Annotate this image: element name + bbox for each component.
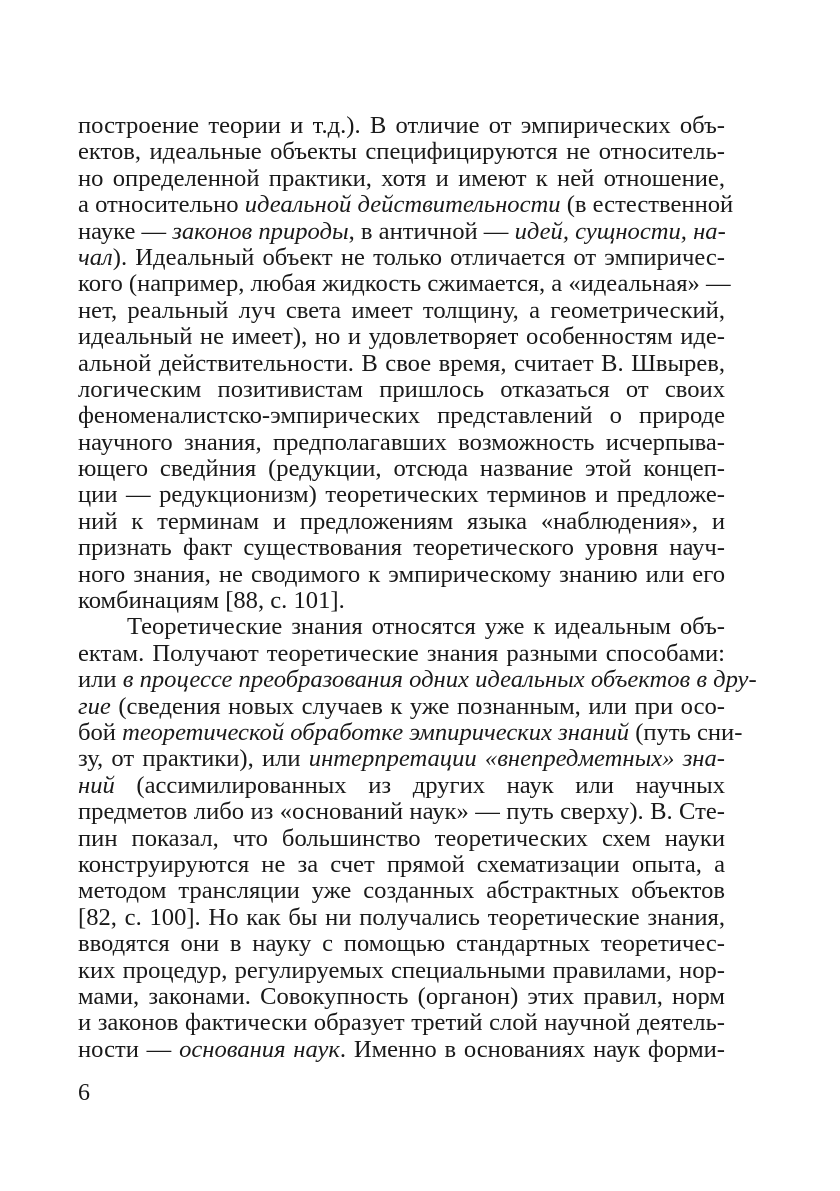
text-line: зу, от практики), или интерпретации «внепредметных» зна- [78, 745, 725, 773]
text-line: феноменалистско-эмпирических представлений о природе [78, 402, 725, 430]
text-line: построение теории и т.д.). В отличие от эмпирических объ- [78, 112, 725, 139]
italic-term: основания наук [179, 1035, 340, 1063]
text-line: науке — законов природы, в античной — идей, сущности, на- [78, 217, 726, 245]
text-line: ектов, идеальные объекты специфицируются не относитель- [78, 138, 725, 166]
text-line: ких процедур, регулируемых специальными правилами, нор- [78, 956, 725, 984]
text-line: [82, с. 100]. Но как бы ни получались теоретические знания, [78, 903, 725, 931]
text-line: предметов либо из «оснований наук» — путь сверху). В. Сте- [78, 798, 725, 826]
text-line: и законов фактически образует третий слой научной деятель- [78, 1009, 725, 1037]
text-line: ектам. Получают теоретические знания разными способами: [78, 639, 725, 667]
text-line: Теоретические знания относятся уже к идеальным объ- [127, 613, 725, 641]
text-line: конструируются не за счет прямой схематизации опыта, а [78, 850, 725, 878]
text-line: а относительно идеальной действительности (в естественной [78, 191, 734, 219]
paragraph-1 [78, 112, 734, 615]
text-line: логическим позитивистам пришлось отказаться от своих [78, 375, 725, 403]
italic-term: идеальной действительности [244, 191, 561, 219]
text-line: ний к терминам и предложениям языка «наблюдения», и [78, 507, 725, 535]
text-line: нет, реальный луч света имеет толщину, а геометрический, [78, 296, 725, 324]
italic-term: в процессе преобразования одних идеальных объектов в дру- [122, 666, 757, 694]
text-line: кого (например, любая жидкость сжимается, а «идеальная» — [78, 270, 731, 298]
text-line: альной действительности. В свое время, считает В. Швырев, [78, 349, 725, 377]
text-line: мами, законами. Совокупность (органон) этих правил, норм [78, 982, 725, 1010]
text-line: комбинациям [88, с. 101]. [78, 587, 345, 615]
text-line: признать факт существования теоретического уровня науч- [78, 534, 725, 562]
text-line: гие (сведения новых случаев к уже познанным, или при осо- [78, 692, 725, 720]
italic-term: законов природы [172, 217, 349, 245]
text-line: ции — редукционизм) теоретических терминов и предложе- [78, 481, 725, 509]
page-body [78, 112, 757, 1063]
text-line: но определенной практики, хотя и имеют к ней отношение, [78, 164, 725, 192]
page-number: 6 [78, 1080, 90, 1106]
text-line: чал). Идеальный объект не только отличается от эмпиричес- [78, 243, 725, 271]
italic-term: теоретической обработке эмпирических знаний [122, 718, 630, 746]
italic-term: чал [78, 243, 113, 271]
text-line: методом трансляции уже созданных абстрактных объектов [78, 877, 725, 905]
text-line: ющего сведйния (редукции, отсюда название этой концеп- [78, 455, 725, 483]
text-line: бой теоретической обработке эмпирических знаний (путь сни- [78, 718, 743, 746]
text-line: пин показал, что большинство теоретических схем науки [78, 824, 725, 852]
text-line: идеальный не имеет), но и удовлетворяет особенностям иде- [78, 323, 725, 351]
text-line: научного знания, предполагавших возможность исчерпыва- [78, 428, 725, 456]
italic-term: идей, сущности, на- [514, 217, 726, 245]
text-line: ного знания, не сводимого к эмпирическому знанию или его [78, 560, 725, 588]
text-line: ности — основания наук. Именно в основаниях наук форми- [78, 1035, 725, 1063]
italic-term: ний [78, 771, 115, 799]
italic-term: интерпретации «внепредметных» зна- [308, 745, 725, 773]
text-line: вводятся они в науку с помощью стандартных теоретичес- [78, 930, 725, 958]
text-line: ний (ассимилированных из других наук или научных [78, 771, 725, 799]
text-line: или в процессе преобразования одних идеальных объектов в дру- [78, 666, 757, 694]
paragraph-2 [78, 613, 757, 1063]
italic-term: гие [78, 692, 111, 720]
